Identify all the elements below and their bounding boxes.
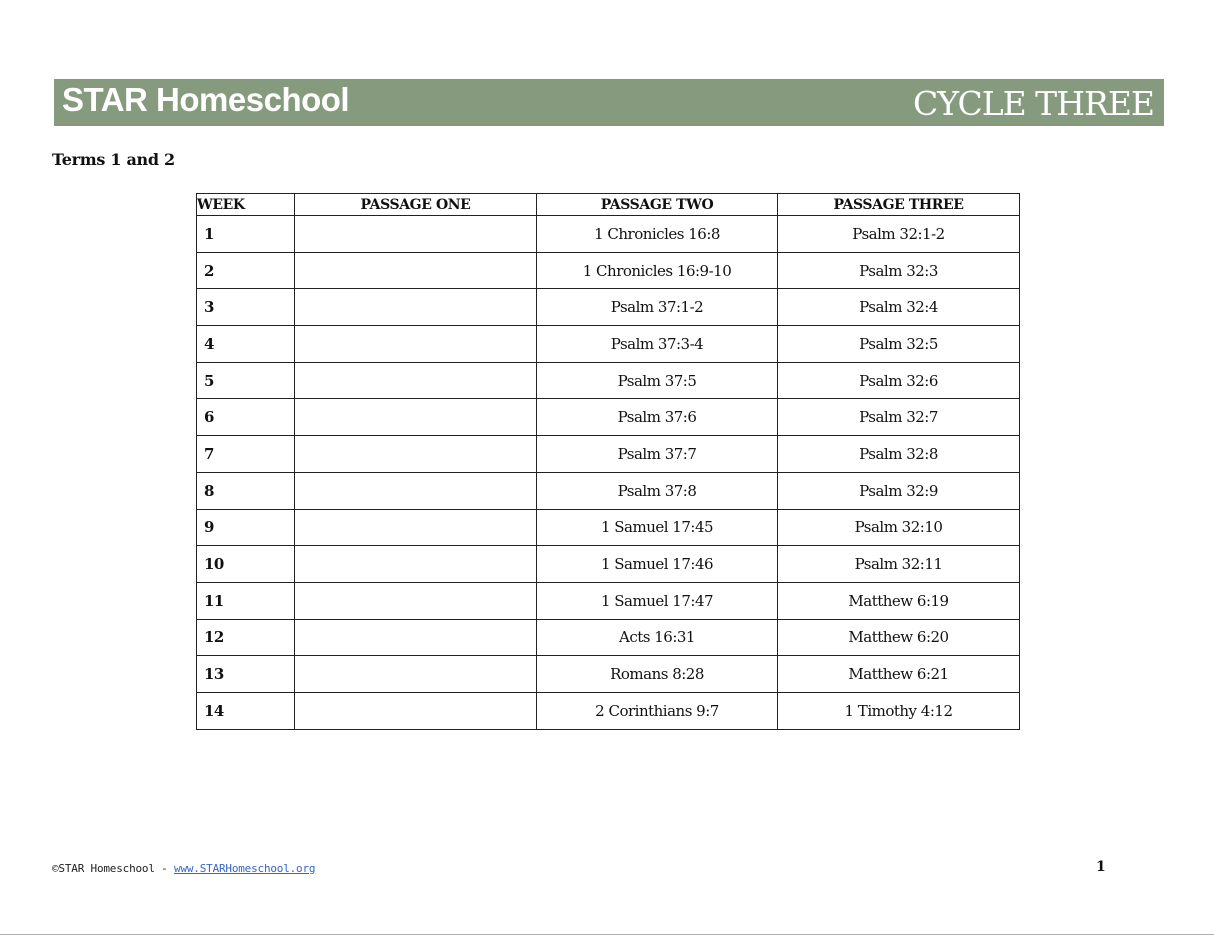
column-header-week: WEEK: [197, 194, 295, 216]
footer-copyright: [52, 862, 315, 875]
table-row: [197, 216, 1020, 253]
passage-one-cell: [295, 289, 537, 326]
table-row: [197, 509, 1020, 546]
week-cell: 14: [197, 692, 295, 729]
passage-three-cell: Psalm 32:10: [778, 509, 1020, 546]
table-row: [197, 399, 1020, 436]
table-row: [197, 289, 1020, 326]
week-cell: 5: [197, 362, 295, 399]
table-row: [197, 472, 1020, 509]
passage-one-cell: [295, 582, 537, 619]
passage-one-cell: [295, 326, 537, 363]
week-cell: 1: [197, 216, 295, 253]
passage-one-cell: [295, 399, 537, 436]
passage-one-cell: [295, 692, 537, 729]
passage-one-cell: [295, 546, 537, 583]
table-header-row: [197, 194, 1020, 216]
page-bottom-rule: [0, 934, 1214, 935]
passage-three-cell: Psalm 32:6: [778, 362, 1020, 399]
passage-three-cell: Matthew 6:20: [778, 619, 1020, 656]
passage-two-cell: 1 Chronicles 16:9-10: [537, 252, 778, 289]
week-cell: 6: [197, 399, 295, 436]
week-cell: 8: [197, 472, 295, 509]
passage-three-cell: Psalm 32:8: [778, 436, 1020, 473]
passage-two-cell: 2 Corinthians 9:7: [537, 692, 778, 729]
table-row: [197, 582, 1020, 619]
cycle-title: CYCLE THREE: [912, 84, 1154, 123]
passage-two-cell: 1 Samuel 17:46: [537, 546, 778, 583]
week-cell: 7: [197, 436, 295, 473]
passage-two-cell: Psalm 37:5: [537, 362, 778, 399]
passage-two-cell: Psalm 37:8: [537, 472, 778, 509]
week-cell: 3: [197, 289, 295, 326]
passage-one-cell: [295, 252, 537, 289]
table-row: [197, 692, 1020, 729]
column-header-passage-three: PASSAGE THREE: [778, 194, 1020, 216]
passage-three-cell: 1 Timothy 4:12: [778, 692, 1020, 729]
week-cell: 9: [197, 509, 295, 546]
table-row: [197, 546, 1020, 583]
passage-one-cell: [295, 472, 537, 509]
passage-three-cell: Psalm 32:3: [778, 252, 1020, 289]
passage-three-cell: Psalm 32:9: [778, 472, 1020, 509]
column-header-passage-two: PASSAGE TWO: [537, 194, 778, 216]
table-row: [197, 656, 1020, 693]
passage-three-cell: Psalm 32:4: [778, 289, 1020, 326]
passage-one-cell: [295, 362, 537, 399]
passage-one-cell: [295, 436, 537, 473]
table-row: [197, 326, 1020, 363]
website-link[interactable]: www.STARHomeschool.org: [174, 862, 316, 875]
passage-two-cell: Acts 16:31: [537, 619, 778, 656]
passage-two-cell: Psalm 37:3-4: [537, 326, 778, 363]
terms-subtitle: Terms 1 and 2: [52, 150, 175, 169]
column-header-passage-one: PASSAGE ONE: [295, 194, 537, 216]
copyright-text: ©STAR Homeschool -: [52, 862, 175, 875]
page-number: 1: [1096, 859, 1106, 875]
passage-three-cell: Matthew 6:19: [778, 582, 1020, 619]
table-row: [197, 362, 1020, 399]
week-cell: 13: [197, 656, 295, 693]
passage-two-cell: 1 Chronicles 16:8: [537, 216, 778, 253]
passage-one-cell: [295, 509, 537, 546]
passage-two-cell: Psalm 37:6: [537, 399, 778, 436]
passage-three-cell: Psalm 32:1-2: [778, 216, 1020, 253]
passage-two-cell: 1 Samuel 17:47: [537, 582, 778, 619]
week-cell: 12: [197, 619, 295, 656]
passage-three-cell: Psalm 32:11: [778, 546, 1020, 583]
passage-three-cell: Psalm 32:7: [778, 399, 1020, 436]
passage-two-cell: Romans 8:28: [537, 656, 778, 693]
passage-three-cell: Matthew 6:21: [778, 656, 1020, 693]
passage-three-cell: Psalm 32:5: [778, 326, 1020, 363]
week-cell: 4: [197, 326, 295, 363]
header-bar: [54, 79, 1164, 126]
passage-one-cell: [295, 619, 537, 656]
passage-two-cell: 1 Samuel 17:45: [537, 509, 778, 546]
table-row: [197, 436, 1020, 473]
table-row: [197, 252, 1020, 289]
table-row: [197, 619, 1020, 656]
passage-two-cell: Psalm 37:7: [537, 436, 778, 473]
week-cell: 10: [197, 546, 295, 583]
passage-one-cell: [295, 216, 537, 253]
passage-two-cell: Psalm 37:1-2: [537, 289, 778, 326]
passage-one-cell: [295, 656, 537, 693]
brand-title: STAR Homeschool: [62, 81, 350, 118]
table-body: [197, 216, 1020, 730]
week-cell: 2: [197, 252, 295, 289]
week-cell: 11: [197, 582, 295, 619]
memory-passage-table: [196, 193, 1020, 730]
